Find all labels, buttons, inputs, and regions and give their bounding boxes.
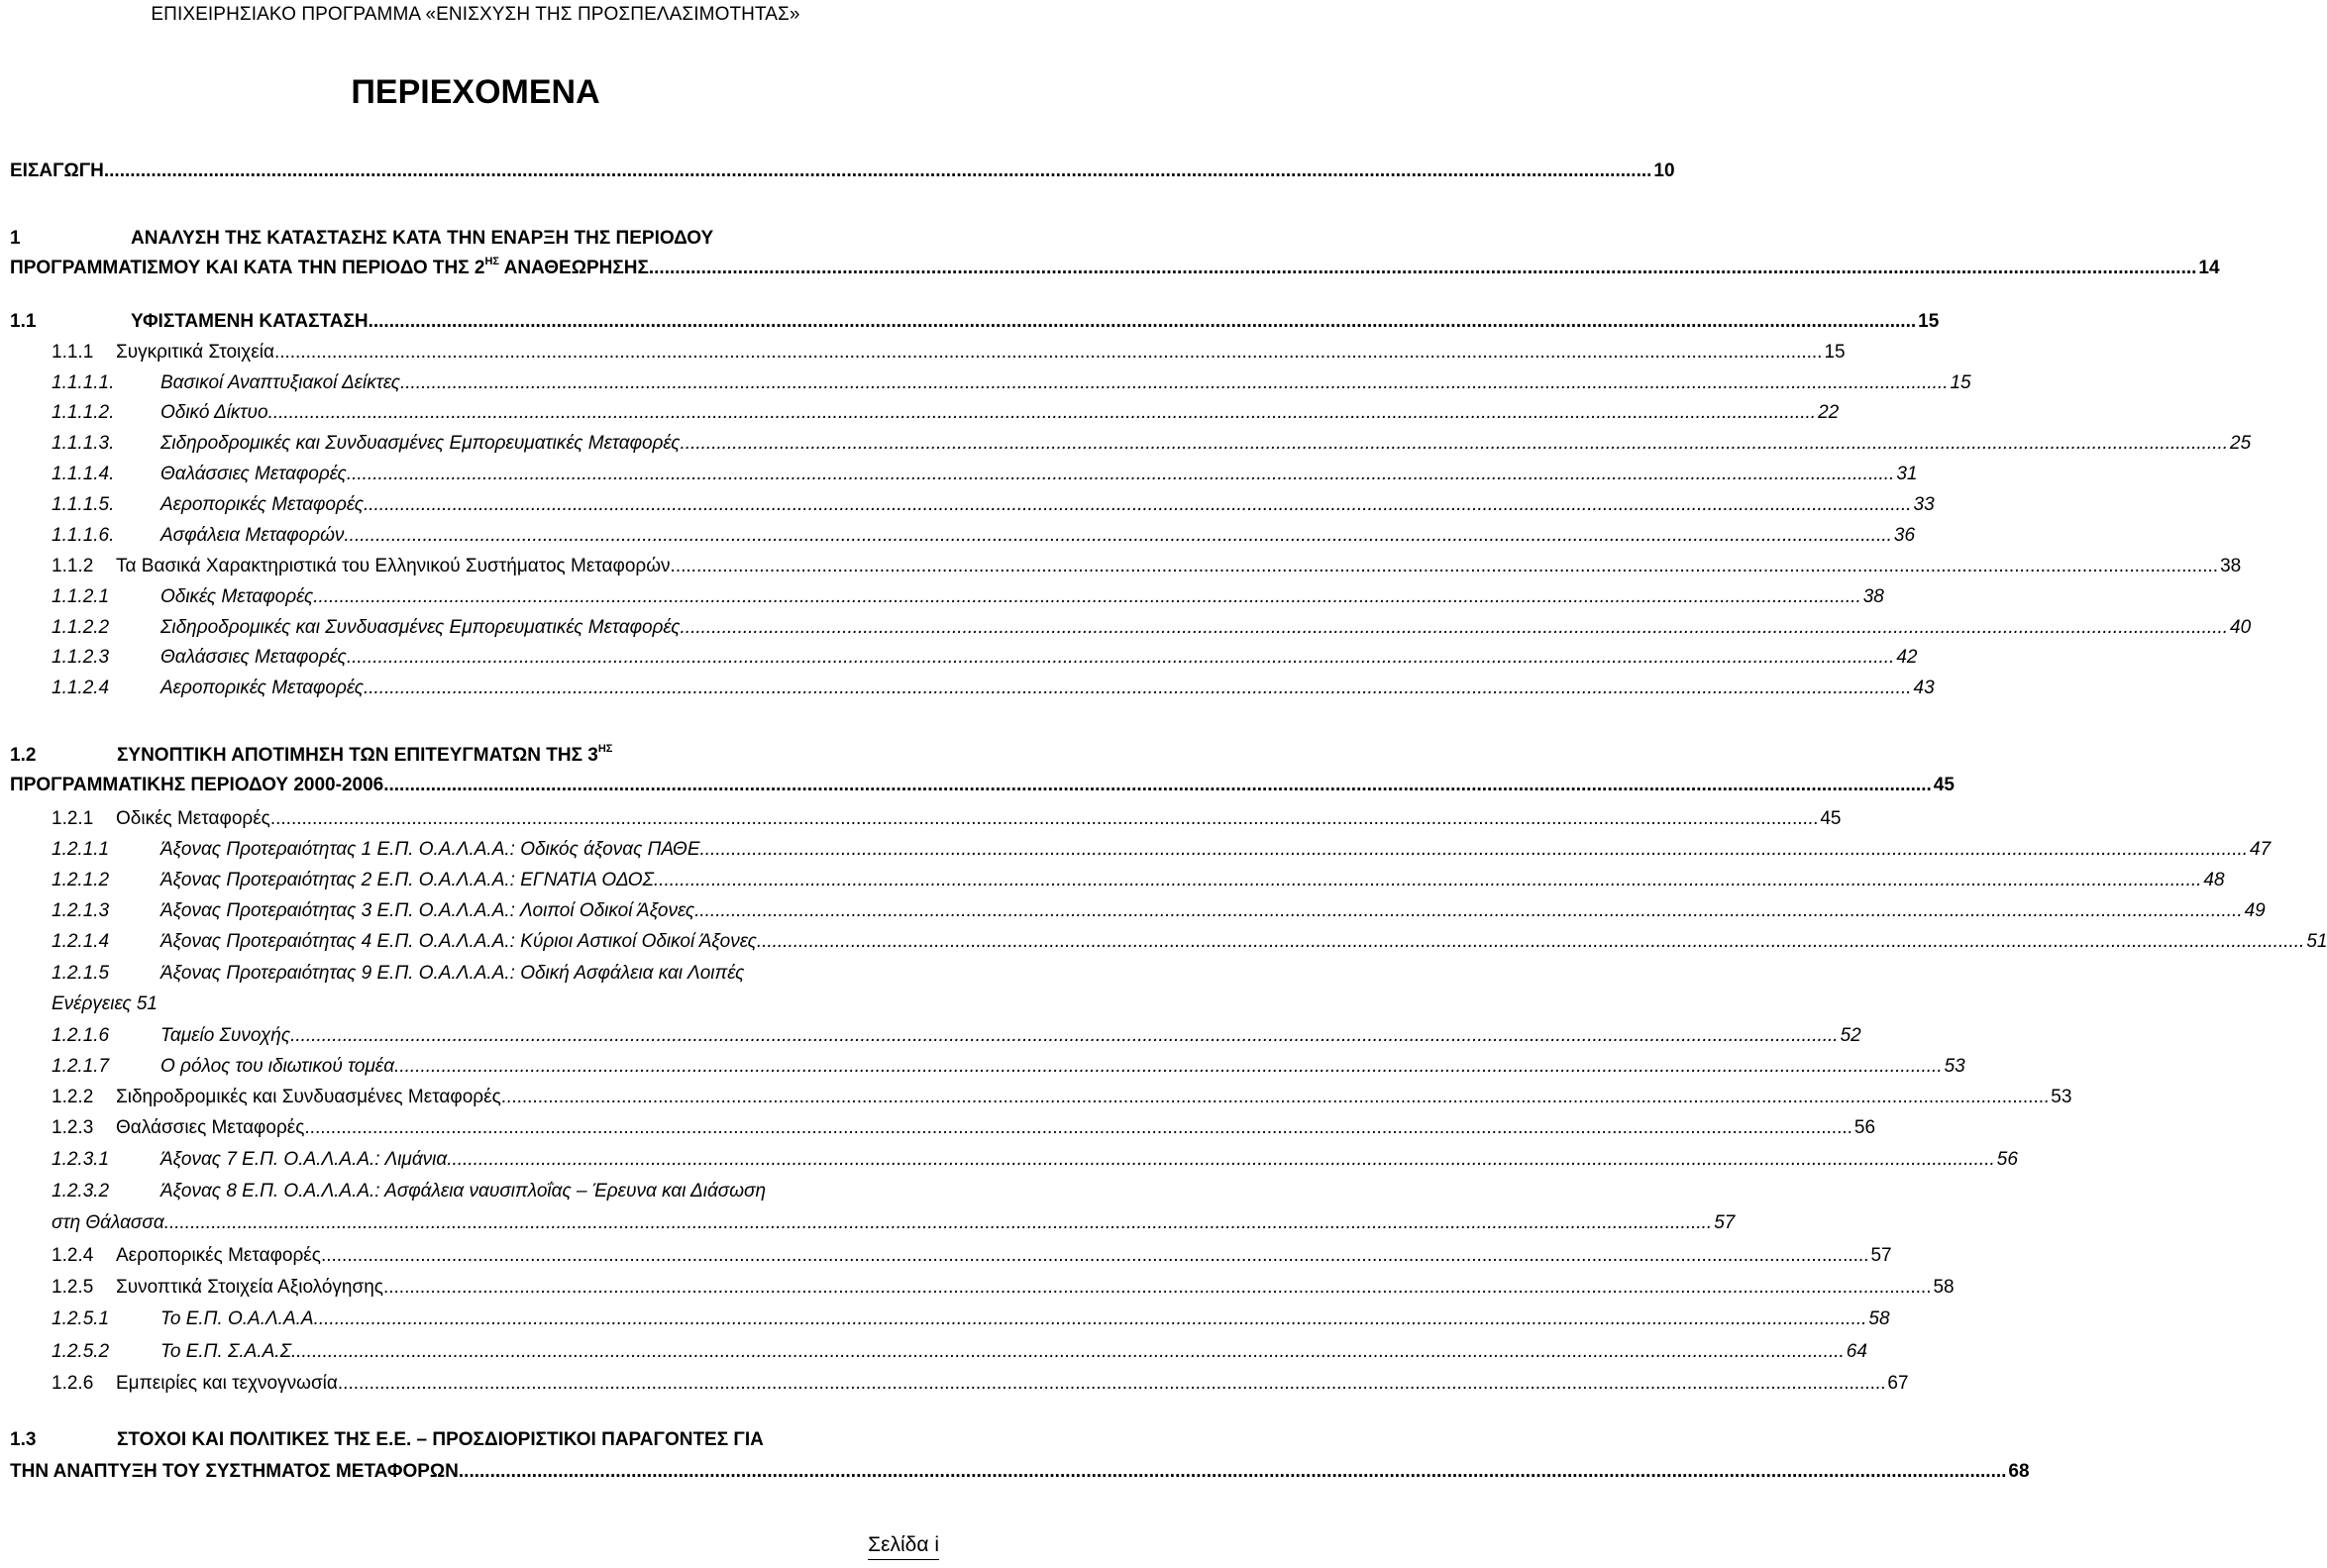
toc-entry-page: 15	[1824, 342, 1846, 363]
dot-leader	[757, 927, 2305, 957]
toc-entry-page: 53	[2051, 1087, 2072, 1107]
toc-entry-title: ΠΡΟΓΡΑΜΜΑΤΙΣΜΟΥ ΚΑΙ ΚΑΤΑ ΤΗΝ ΠΕΡΙΟΔΟ ΤΗΣ $2^{H\Sigma}$ ΑΝΑΘΕΩΡΗΣΗΣ	[10, 256, 649, 278]
toc-entry-page: 49	[2244, 900, 2266, 921]
toc-entry-title: Άξονας Προτεραιότητας 3 Ε.Π. Ο.Α.Λ.Α.Α.: Λοιποί Οδικοί Άξονες	[160, 900, 695, 921]
toc-entry-number: 1.1.1.2.	[52, 402, 115, 423]
toc-entry-title: Σιδηροδρομικές και Συνδυασμένες Εμπορευματικές Μεταφορές	[160, 617, 681, 638]
toc-entry-page: 38	[2220, 556, 2242, 576]
toc-entry-title: ΥΦΙΣΤΑΜΕΝΗ ΚΑΤΑΣΤΑΣΗ	[131, 311, 369, 332]
dot-leader	[296, 1337, 1845, 1367]
toc-entry[interactable]	[10, 741, 909, 771]
toc-entry-number: 1.3	[10, 1429, 37, 1450]
toc-entry-page: 31	[1896, 464, 1918, 484]
toc-entry-page: 22	[1818, 402, 1840, 423]
toc-entry-title: Αεροπορικές Μεταφορές	[160, 494, 364, 515]
toc-entry-number: 1.1.1.1.	[52, 372, 115, 393]
document-header: ΕΠΙΧΕΙΡΗΣΙΑΚΟ ΠΡΟΓΡΑΜΜΑ «ΕΝΙΣΧΥΣΗ ΤΗΣ ΠΡΟΣΠΕΛΑΣΙΜΟΤΗΤΑΣ»	[151, 4, 800, 25]
dot-leader	[671, 552, 2219, 581]
toc-entry[interactable]	[52, 460, 1918, 489]
superscript: ΗΣ	[597, 743, 613, 755]
toc-entry-page: 33	[1913, 494, 1935, 515]
dot-leader	[274, 338, 1823, 367]
toc-entry-title: Το Ε.Π. Ο.Α.Λ.Α.Α.	[160, 1308, 319, 1329]
dot-leader	[654, 866, 2202, 895]
toc-entry-number: ΕΙΣΑΓΩΓΗ	[10, 160, 104, 181]
toc-entry[interactable]	[52, 1241, 1892, 1271]
toc-entry-page: 57	[1714, 1212, 1736, 1233]
toc-entry-title: Θαλάσσιες Μεταφορές	[116, 1117, 305, 1138]
toc-entry[interactable]	[52, 1021, 1861, 1051]
toc-entry-title: Συνοπτικά Στοιχεία Αξιολόγησης	[116, 1277, 383, 1298]
toc-entry-page: 25	[2230, 433, 2252, 454]
dot-leader	[319, 1305, 1867, 1334]
toc-entry-page: 40	[2230, 617, 2252, 638]
toc-entry[interactable]	[52, 1337, 1867, 1367]
toc-entry-number: 1.1.2.2	[52, 617, 110, 638]
toc-entry-page: 43	[1913, 678, 1935, 698]
toc-entry-title: ΣΥΝΟΠΤΙΚΗ ΑΠΟΤΙΜΗΣΗ ΤΩΝ ΕΠΙΤΕΥΓΜΑΤΩΝ ΤΗΣ $3^{H\Sigma}$	[117, 743, 613, 766]
toc-entry[interactable]	[52, 1369, 1909, 1399]
toc-entry-page: 57	[1870, 1245, 1892, 1266]
toc-entry-number: 1.2.1.1	[52, 839, 110, 860]
toc-entry-page: 15	[1950, 372, 1971, 393]
toc-entry-page: 48	[2203, 870, 2225, 890]
toc-entry-number: 1.1.1.6.	[52, 525, 115, 546]
toc-entry-title: ΑΝΑΛΥΣΗ ΤΗΣ ΚΑΤΑΣΤΑΣΗΣ ΚΑΤΑ ΤΗΝ ΕΝΑΡΞΗ ΤΗΣ ΠΕΡΙΟΔΟΥ	[131, 228, 714, 249]
toc-entry-title: Το Ε.Π. Σ.Α.Α.Σ.	[160, 1341, 297, 1362]
toc-entry-number: 1.2.6	[52, 1373, 94, 1394]
toc-entry-page: 36	[1893, 525, 1916, 546]
toc-entry-number: 1.2.1.6	[52, 1025, 110, 1046]
dot-leader	[304, 1113, 1852, 1143]
dot-leader	[649, 254, 2197, 283]
toc-entry-number: 1.2.1.5	[52, 963, 110, 984]
toc-entry-title: Αεροπορικές Μεταφορές	[116, 1245, 321, 1266]
toc-entry-page: 38	[1862, 586, 1884, 607]
toc-entry[interactable]	[52, 1083, 2072, 1112]
toc-entry[interactable]	[52, 674, 1935, 703]
toc-entry[interactable]	[10, 224, 909, 254]
toc-entry[interactable]	[52, 1273, 1955, 1303]
toc-entry[interactable]	[52, 368, 1971, 398]
dot-leader	[270, 804, 1819, 834]
toc-entry[interactable]	[10, 771, 1955, 800]
toc-entry-number: 1.2.5.1	[52, 1308, 110, 1329]
toc-entry-number: 1.1.2.3	[52, 647, 110, 668]
dot-leader	[400, 368, 1949, 398]
toc-entry-title: ΤΗΝ ΑΝΑΠΤΥΞΗ ΤΟΥ ΣΥΣΤΗΜΑΤΟΣ ΜΕΤΑΦΟΡΩΝ	[10, 1461, 459, 1482]
toc-entry[interactable]	[10, 307, 1940, 337]
dot-leader	[681, 613, 2229, 643]
toc-entry-page: 67	[1887, 1373, 1909, 1394]
toc-entry-title: Συγκριτικά Στοιχεία	[116, 342, 274, 363]
toc-entry-page: 53	[1944, 1056, 1965, 1077]
dot-leader	[347, 643, 1895, 673]
superscript: ΗΣ	[484, 256, 500, 267]
dot-leader	[364, 490, 1912, 520]
dot-leader	[383, 771, 1932, 800]
dot-leader	[313, 582, 1861, 612]
toc-entry[interactable]	[52, 1145, 2018, 1175]
page-number: Σελίδα i	[868, 1531, 939, 1560]
toc-entry-title: Εμπειρίες και τεχνογνωσία	[116, 1373, 338, 1394]
toc-entry-title: στη Θάλασσα	[52, 1212, 164, 1233]
toc-entry-number: 1.2.3.1	[52, 1149, 110, 1170]
toc-entry-title: Θαλάσσιες Μεταφορές	[160, 647, 347, 668]
toc-entry-title: Οδικές Μεταφορές	[116, 808, 270, 829]
toc-entry[interactable]	[52, 643, 1918, 673]
dot-leader	[501, 1083, 2050, 1112]
dot-leader	[338, 1369, 1886, 1399]
toc-entry-page: 45	[1820, 808, 1842, 829]
toc-entry-number: 1.2.3	[52, 1117, 94, 1138]
toc-entry-number: 1.2.3.2	[52, 1181, 110, 1202]
toc-entry[interactable]	[52, 990, 909, 1019]
toc-entry-number: 1.1.2	[52, 556, 94, 576]
toc-entry-title: Οδικό Δίκτυο	[160, 402, 268, 423]
dot-leader	[344, 521, 1892, 551]
toc-entry-number: 1.1.2.4	[52, 678, 110, 698]
toc-entry-page: 42	[1896, 647, 1918, 668]
toc-entry-page: 10	[1653, 160, 1675, 181]
toc-entry-title: Σιδηροδρομικές και Συνδυασμένες Μεταφορές	[116, 1087, 501, 1107]
toc-entry-number: 1.2.1.7	[52, 1056, 110, 1077]
toc-entry-page: 64	[1846, 1341, 1867, 1362]
toc-entry-title: ΣΤΟΧΟΙ ΚΑΙ ΠΟΛΙΤΙΚΕΣ ΤΗΣ Ε.Ε. – ΠΡΟΣΔΙΟΡΙΣΤΙΚΟΙ ΠΑΡΑΓΟΝΤΕΣ ΓΙΑ	[117, 1429, 764, 1450]
page-title: ΠΕΡΙΕΧΟΜΕΝΑ	[351, 73, 600, 111]
toc-entry-title: Άξονας Προτεραιότητας 1 Ε.Π. Ο.Α.Λ.Α.Α.: Οδικός άξονας ΠΑΘΕ	[160, 839, 700, 860]
toc-entry[interactable]	[52, 582, 1884, 612]
toc-entry-title: Οδικές Μεταφορές	[160, 586, 314, 607]
dot-leader	[321, 1241, 1869, 1271]
toc-entry[interactable]	[10, 254, 2220, 283]
toc-entry-number: 1.2.1.4	[52, 931, 110, 952]
toc-entry[interactable]	[52, 338, 1846, 367]
dot-leader	[290, 1021, 1839, 1051]
toc-entry[interactable]	[52, 1113, 1876, 1143]
toc-entry-page: 52	[1840, 1025, 1861, 1046]
toc-entry[interactable]	[10, 1425, 909, 1455]
toc-entry-number: 1.2.2	[52, 1087, 94, 1107]
toc-entry[interactable]	[52, 1177, 909, 1206]
toc-entry[interactable]	[10, 157, 1675, 186]
toc-entry-title: Άξονας 7 Ε.Π. Ο.Α.Λ.Α.Α.: Λιμάνια	[160, 1149, 448, 1170]
toc-entry[interactable]	[52, 521, 1916, 551]
toc-entry-title: Θαλάσσιες Μεταφορές	[160, 464, 347, 484]
toc-entry-number: 1.2.1	[52, 808, 94, 829]
toc-entry-number: 1.1.1.3.	[52, 433, 115, 454]
toc-entry-title: Άξονας Προτεραιότητας 9 Ε.Π. Ο.Α.Λ.Α.Α.: Οδική Ασφάλεια και Λοιπές	[160, 963, 745, 984]
dot-leader	[164, 1208, 1713, 1238]
toc-entry-title: Ταμείο Συνοχής	[160, 1025, 291, 1046]
toc-entry[interactable]	[52, 866, 2225, 895]
toc-entry-title: Άξονας 8 Ε.Π. Ο.Α.Λ.Α.Α.: Ασφάλεια ναυσιπλοΐας – Έρευνα και Διάσωση	[160, 1181, 767, 1202]
toc-entry-page: 58	[1868, 1308, 1890, 1329]
toc-entry[interactable]	[52, 552, 2242, 581]
toc-entry-number: 1.1.1.4.	[52, 464, 115, 484]
toc-entry-number: 1.2	[10, 745, 37, 766]
toc-entry[interactable]	[52, 429, 2252, 459]
toc-entry[interactable]	[52, 835, 2272, 865]
toc-entry-title: Άξονας Προτεραιότητας 4 Ε.Π. Ο.Α.Λ.Α.Α.: Κύριοι Αστικοί Οδικοί Άξονες	[160, 931, 757, 952]
toc-entry-number: 1.1.1	[52, 342, 94, 363]
toc-entry-title: Βασικοί Αναπτυξιακοί Δείκτες	[160, 372, 400, 393]
toc-entry-number: 1.1.1.5.	[52, 494, 115, 515]
toc-entry-title: Σιδηροδρομικές και Συνδυασμένες Εμπορευματικές Μεταφορές	[160, 433, 681, 454]
dot-leader	[694, 896, 2243, 926]
dot-leader	[447, 1145, 1995, 1175]
dot-leader	[369, 307, 1917, 337]
dot-leader	[459, 1457, 2007, 1487]
toc-entry-number: 1.1	[10, 311, 37, 332]
toc-entry[interactable]	[52, 398, 1840, 428]
toc-entry[interactable]	[52, 804, 1842, 834]
toc-entry[interactable]	[52, 1052, 1965, 1082]
dot-leader	[700, 835, 2249, 865]
toc-entry-title: Αεροπορικές Μεταφορές	[160, 678, 364, 698]
dot-leader	[681, 429, 2229, 459]
dot-leader	[268, 398, 1817, 428]
dot-leader	[364, 674, 1912, 703]
toc-entry[interactable]	[52, 896, 2266, 926]
toc-entry-number: 1	[10, 228, 21, 249]
toc-entry[interactable]	[52, 613, 2252, 643]
toc-entry-number: 1.2.1.3	[52, 900, 110, 921]
toc-entry-title: Άξονας Προτεραιότητας 2 Ε.Π. Ο.Α.Λ.Α.Α.: ΕΓΝΑΤΙΑ ΟΔΟΣ	[160, 870, 654, 890]
toc-entry-page: 56	[1996, 1149, 2018, 1170]
toc-entry-page: 68	[2008, 1461, 2030, 1482]
toc-entry-page: 51	[2306, 931, 2327, 952]
toc-entry-title: Τα Βασικά Χαρακτηριστικά του Ελληνικού Συστήματος Μεταφορών	[116, 556, 671, 576]
toc-entry-page: 14	[2198, 258, 2220, 278]
toc-entry-title: Ο ρόλος του ιδιωτικού τομέα	[160, 1056, 395, 1077]
toc-entry[interactable]	[52, 927, 2327, 957]
toc-entry[interactable]	[52, 1305, 1890, 1334]
toc-entry[interactable]	[52, 959, 909, 989]
toc-entry[interactable]	[52, 490, 1935, 520]
toc-entry-number: 1.2.1.2	[52, 870, 110, 890]
toc-entry-number: 1.2.5.2	[52, 1341, 110, 1362]
toc-entry-number: 1.2.4	[52, 1245, 94, 1266]
toc-entry-number: 1.2.5	[52, 1277, 94, 1298]
dot-leader	[104, 157, 1652, 186]
toc-entry-page: 45	[1933, 775, 1955, 795]
toc-entry-title: Ενέργειες 51	[52, 993, 158, 1014]
dot-leader	[347, 460, 1895, 489]
toc-entry[interactable]	[10, 1457, 2030, 1487]
toc-entry-page: 58	[1933, 1277, 1955, 1298]
dot-leader	[394, 1052, 1943, 1082]
toc-entry[interactable]	[52, 1208, 1736, 1238]
toc-entry-page: 15	[1918, 311, 1940, 332]
toc-entry-page: 56	[1853, 1117, 1876, 1138]
toc-entry-number: 1.1.2.1	[52, 586, 110, 607]
toc-entry-page: 47	[2250, 839, 2272, 860]
toc-entry-title: ΠΡΟΓΡΑΜΜΑΤΙΚΗΣ ΠΕΡΙΟΔΟΥ 2000-2006	[10, 775, 384, 795]
dot-leader	[383, 1273, 1932, 1303]
toc-entry-title: Ασφάλεια Μεταφορών	[160, 525, 345, 546]
